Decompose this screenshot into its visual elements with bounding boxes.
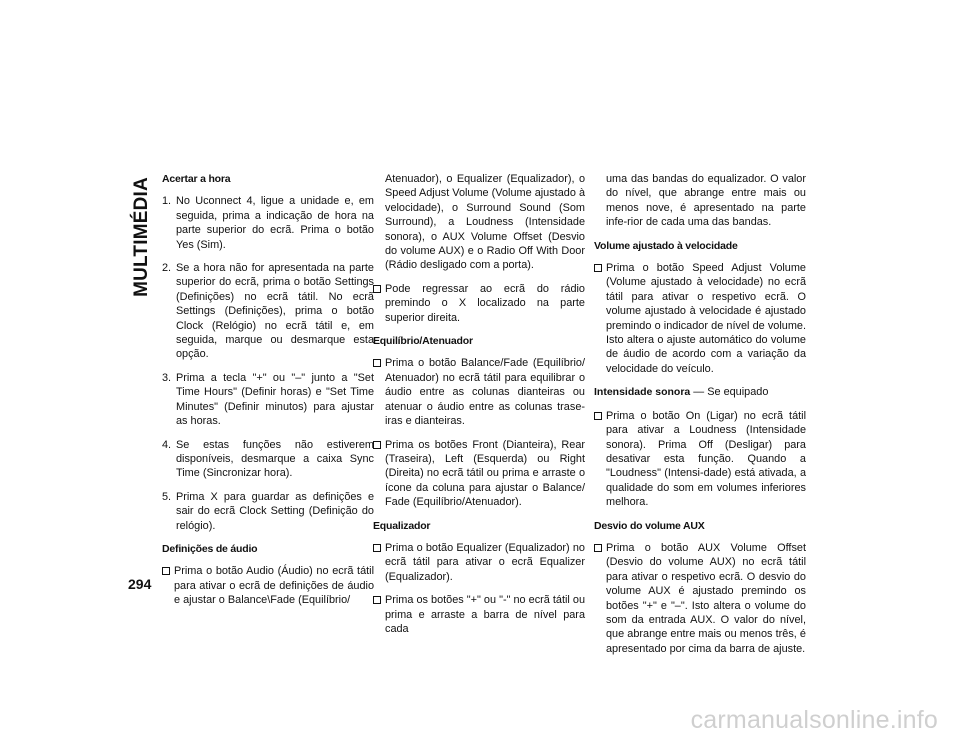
- heading-audio-settings: Definições de áudio: [162, 542, 258, 555]
- heading-aux-volume-offset: Desvio do volume AUX: [594, 519, 705, 532]
- bullet-item: Prima o botão On (Ligar) no ecrã tátil para ativar a Loudness (Intensidade sonora). Prima Off (Desligar) para desativar esta função. Quando a "Loudness" (Intensi-dade) está ativada, a qualidade do som em volumes inferiores melhora.: [594, 409, 806, 510]
- bullet-item: Prima os botões Front (Dianteira), Rear (Traseira), Left (Esquerda) ou Right (Direita) no ecrã tátil ou prima e arraste o ícone da coluna para ajustar o Balance/ Fade (Equilíbrio/Atenuador).: [373, 438, 585, 510]
- step-item: 3. Prima a tecla "+" ou "–" junto a "Set Time Hours" (Definir horas) e "Set Time Minutes" (Definir minutos) para ajustar as horas.: [162, 371, 374, 428]
- heading-balance-fade: Equilíbrio/Atenuador: [373, 335, 473, 348]
- heading-speed-adjust-volume: Volume ajustado à velocidade: [594, 239, 738, 252]
- bullet-item: Prima o botão Speed Adjust Volume (Volume ajustado à velocidade) no ecrã tátil para ativar o respetivo ecrã. O volume ajustado à velocidade é ajustado premindo o indicador de nível de volume. Isto altera o ajuste automático do volume de áudio de acordo com a variação da velocidade do veículo.: [594, 261, 806, 376]
- column-1: [162, 172, 374, 617]
- section-side-title: MULTIMÉDIA: [131, 177, 152, 297]
- checkbox-bullet-icon: [373, 438, 385, 510]
- checkbox-bullet-icon: [373, 541, 385, 584]
- bullet-item: Prima o botão Audio (Áudio) no ecrã tátil para ativar o ecrã de definições de áudio e ajustar o Balance\Fade (Equilíbrio/: [162, 564, 374, 607]
- checkbox-bullet-icon: [594, 409, 606, 510]
- bullet-item: Pode regressar ao ecrã do rádio premindo o X localizado na parte superior direita.: [373, 282, 585, 325]
- step-item: 2. Se a hora não for apresentada na parte superior do ecrã, prima o botão Settings (Definições) no ecrã tátil. No ecrã Settings (Definições), prima o botão Clock (Relógio) no ecrã tátil e, em seguida, marque ou desmarque esta opção.: [162, 262, 374, 361]
- column-2: [373, 172, 585, 645]
- continued-text: uma das bandas do equalizador. O valor do nível, que abrange entre mais ou menos nove, é apresentado na parte infe-rior de cada uma das bandas.: [606, 173, 806, 229]
- bullet-item: Prima o botão Balance/Fade (Equilíbrio/ Atenuador) no ecrã tátil para equilibrar o áudio entre as colunas dianteiras ou atenuar o áudio entre as colunas trase-iras e dianteiras.: [373, 356, 585, 428]
- watermark: carmanualsonline.info: [690, 706, 938, 734]
- heading-equalizer: Equalizador: [373, 519, 431, 532]
- continued-text: Atenuador), o Equalizer (Equalizador), o Speed Adjust Volume (Volume ajustado à velocidade), o Surround Sound (Som Surround), a Loudness (Intensidade sonora), o AUX Volume Offset (Desvio do volume AUX) e o Radio Off With Door (Rádio desligado com a porta).: [385, 173, 585, 272]
- bullet-item: Prima o botão AUX Volume Offset (Desvio do volume AUX) no ecrã tátil para ativar o respetivo ecrã. O desvio do volume AUX é ajustado premindo os botões "+" e "–". Isto altera o volume do som da entrada AUX. O valor do nível, que abrange entre mais ou menos três, é apresentado por cima da barra de ajuste.: [594, 541, 806, 656]
- bullet-item: Prima os botões "+" ou "-" no ecrã tátil ou prima e arraste a barra de nível para cada: [373, 593, 585, 636]
- page-number: 294: [128, 576, 152, 592]
- step-item: 5. Prima X para guardar as definições e sair do ecrã Clock Setting (Definição do relógio).: [162, 490, 374, 532]
- step-item: 1. No Uconnect 4, ligue a unidade e, em seguida, prima a indicação de hora na parte superior do ecrã. Prima o botão Yes (Sim).: [162, 195, 374, 251]
- checkbox-bullet-icon: [373, 356, 385, 428]
- checkbox-bullet-icon: [373, 593, 385, 636]
- step-item: 4. Se estas funções não estiverem disponíveis, desmarque a caixa Sync Time (Sincronizar hora).: [162, 438, 374, 480]
- bullet-item: Prima o botão Equalizer (Equalizador) no ecrã tátil para ativar o ecrã Equalizer (Equalizador).: [373, 541, 585, 584]
- heading-set-time: Acertar a hora: [162, 173, 231, 185]
- checkbox-bullet-icon: [594, 541, 606, 656]
- checkbox-bullet-icon: [594, 261, 606, 376]
- checkbox-bullet-icon: [162, 564, 174, 607]
- heading-loudness: Intensidade sonora — Se equipado: [594, 386, 769, 399]
- checkbox-bullet-icon: [373, 282, 385, 325]
- column-3: [594, 172, 806, 665]
